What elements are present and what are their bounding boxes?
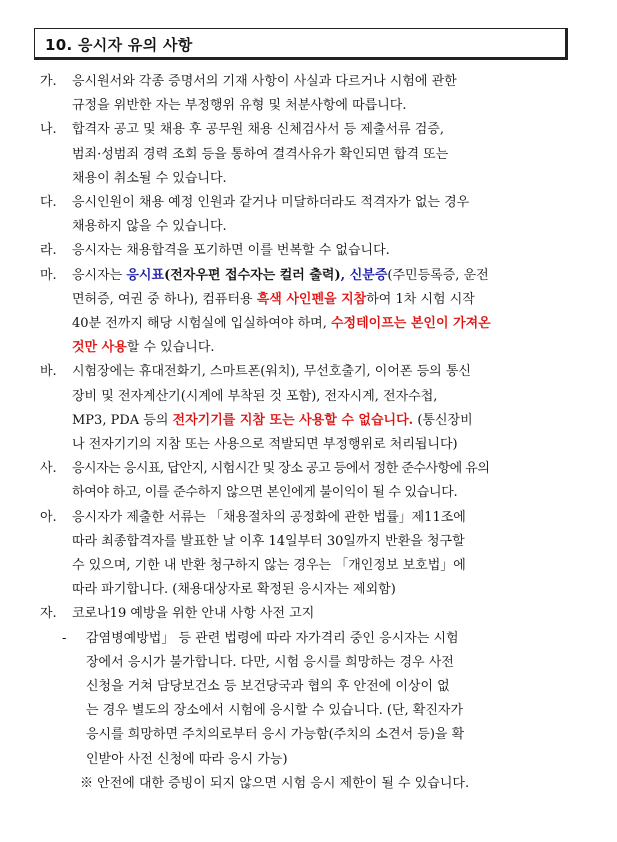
- item-line: 규정을 위반한 자는 부정행위 유형 및 처분사항에 따릅니다.: [72, 98, 407, 114]
- correction-tape-highlight: 수정테이프는 본인이 가져온: [330, 316, 491, 332]
- sub-item-line: 감염병예방법」 등 관련 법령에 따라 자가격리 중인 응시자는 시험: [86, 630, 459, 646]
- item-line: 40분 전까지 해당 시험실에 입실하여야 하며, 수정테이프는 본인이 가져온: [72, 316, 491, 332]
- color-print-note: (전자우편 접수자는 컬러 출력): [164, 267, 341, 283]
- item-line: 면허증, 여권 중 하나), 컴퓨터용 흑색 사인펜을 지참하여 1차 시험 시작: [72, 291, 475, 307]
- section-title-box: [34, 28, 568, 60]
- item-line: 채용하지 않을 수 있습니다.: [72, 219, 227, 235]
- section-title: [45, 34, 193, 55]
- item-line: 합격자 공고 및 채용 후 공무원 채용 신체검사서 등 제출서류 검증,: [72, 122, 444, 138]
- item-line: 나 전자기기의 지참 또는 사용으로 적발되면 부정행위로 처리됩니다): [72, 437, 458, 453]
- item-line: 것만 사용할 수 있습니다.: [72, 340, 215, 356]
- item-marker: 다.: [40, 195, 57, 211]
- item-marker: 자.: [40, 606, 57, 622]
- notice-item-na: [0, 118, 617, 191]
- item-line: 응시자는 응시표(전자우편 접수자는 컬러 출력), 신분증(주민등록증, 운전: [72, 267, 489, 283]
- id-card-highlight: 신분증: [349, 267, 388, 283]
- safety-note: ※ 안전에 대한 증빙이 되지 않으면 시험 응시 제한이 될 수 있습니다.: [80, 775, 470, 791]
- item-line: 코로나19 예방을 위한 안내 사항 사전 고지: [72, 606, 315, 622]
- section-title-text: 응시자 유의 사항: [78, 36, 193, 54]
- correction-tape-highlight-cont: 것만 사용: [72, 340, 127, 356]
- item-line: 응시원서와 각종 증명서의 기재 사항이 사실과 다르거나 시험에 관한: [72, 74, 457, 89]
- covid-sub-item: [0, 627, 617, 772]
- sub-item-marker: -: [62, 630, 67, 646]
- sub-item-line: 응시를 희망하면 주치의로부터 응시 가능함(주치의 소견서 등)을 확: [86, 727, 465, 743]
- item-line: 하여야 하고, 이를 준수하지 않으면 본인에게 불이익이 될 수 있습니다.: [72, 485, 458, 501]
- electronic-device-highlight: 전자기기를 지참 또는 사용할 수 없습니다.: [172, 412, 414, 428]
- exam-ticket-highlight: 응시표: [126, 267, 165, 283]
- notice-item-ma: [0, 264, 617, 361]
- item-line: 응시자는 채용합격을 포기하면 이를 번복할 수 없습니다.: [72, 243, 390, 259]
- item-line: MP3, PDA 등의 전자기기를 지참 또는 사용할 수 없습니다. (통신장비: [72, 412, 473, 428]
- notice-item-ba: [0, 360, 617, 457]
- notice-item-a: [0, 506, 617, 603]
- notice-list: [0, 70, 617, 796]
- item-line: 따라 파기합니다. (채용대상자로 확정된 응시자는 제외함): [72, 582, 396, 598]
- notice-item-ja: [0, 602, 617, 626]
- item-marker: 라.: [40, 243, 57, 259]
- sub-item-line: 인받아 사전 신청에 따라 응시 가능): [86, 751, 288, 767]
- item-line: 범죄·성범죄 경력 조회 등을 통하여 결격사유가 확인되면 합격 또는: [72, 146, 449, 162]
- item-line: 응시인원이 채용 예정 인원과 같거나 미달하더라도 적격자가 없는 경우: [72, 195, 470, 211]
- item-marker: 사.: [40, 461, 57, 477]
- item-marker: 마.: [40, 267, 57, 283]
- item-line: 장비 및 전자계산기(시계에 부착된 것 포함), 전자시계, 전자수첩,: [72, 388, 438, 404]
- notice-item-ga: [0, 70, 617, 118]
- notice-item-da: [0, 191, 617, 239]
- item-marker: 가.: [40, 74, 57, 89]
- notice-item-sa: [0, 457, 617, 505]
- sub-item-line: 신청을 거쳐 담당보건소 등 보건당국과 협의 후 안전에 이상이 없: [86, 679, 450, 695]
- notice-item-ra: [0, 239, 617, 263]
- section-number: 10.: [45, 36, 73, 54]
- item-line: 응시자가 제출한 서류는 「채용절차의 공정화에 관한 법률」제11조에: [72, 509, 466, 525]
- item-line: 채용이 취소될 수 있습니다.: [72, 170, 227, 186]
- item-line: 수 있으며, 기한 내 반환 청구하지 않는 경우는 「개인정보 보호법」에: [72, 558, 466, 574]
- item-marker: 바.: [40, 364, 57, 380]
- sub-item-line: 장에서 응시가 불가합니다. 다만, 시험 응시를 희망하는 경우 사전: [86, 654, 454, 670]
- item-line: 시험장에는 휴대전화기, 스마트폰(워치), 무선호출기, 이어폰 등의 통신: [72, 364, 471, 380]
- item-marker: 나.: [40, 122, 57, 138]
- black-pen-highlight: 흑색 사인펜을 지참: [256, 291, 367, 307]
- sub-item-line: 는 경우 별도의 장소에서 시험에 응시할 수 있습니다. (단, 확진자가: [86, 703, 464, 719]
- item-marker: 아.: [40, 509, 57, 525]
- item-line: 응시자는 응시표, 답안지, 시험시간 및 장소 공고 등에서 정한 준수사항에 유의: [72, 461, 490, 477]
- item-line: 따라 최종합격자를 발표한 날 이후 14일부터 30일까지 반환을 청구할: [72, 533, 465, 549]
